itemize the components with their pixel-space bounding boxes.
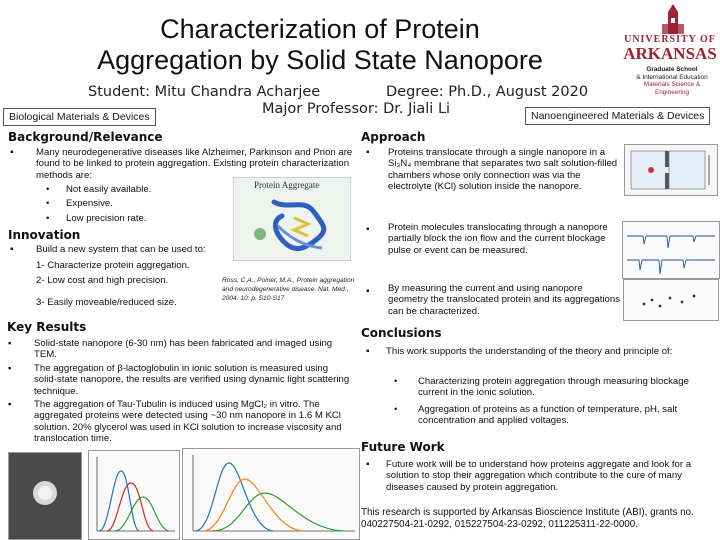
list-item: • Aggregation of proteins as a function of temperature, pH, salt concentration and applied voltages. [394, 403, 678, 427]
list-item-label: Aggregation of proteins as a function of temperature, pH, salt concentration and applied voltages. [418, 403, 678, 427]
student-name: Student: Mitu Chandra Acharjee [88, 84, 321, 100]
list-item-label: Characterizing protein aggregation through measuring blockage current in the ionic solution. [418, 376, 689, 399]
list-item: ▪ The aggregation of β-lactoglobulin in ionic solution is measured using solid-state nanopore, the results are verified using dynamic light scattering technique. [8, 362, 350, 397]
dls-curves [89, 451, 179, 539]
list-item-label: Low precision rate. [66, 212, 147, 224]
list-item: • Low precision rate. [46, 212, 147, 224]
logo-school-line1: Graduate School [646, 66, 698, 73]
event-scatter-plot [623, 279, 719, 321]
list-item-label: The aggregation of Tau-Tubulin is induced using MgCl₂ in vitro. The aggregated proteins were detected using ~30 nm nanopore in 1.6 M KCl solution. 20% glycerol was used in KCl solution to increase viscosity and translocation time. [34, 399, 342, 445]
bullet-icon: ▪ [10, 147, 14, 158]
conclusions-text: This work supports the understanding of the theory and principle of: [386, 346, 673, 357]
list-item: 1- Characterize protein aggregation. [36, 260, 190, 271]
figure-citation: Ross, C.A., Poirier, M.A., Protein aggregation and neurodegenerative disease. Nat. Med., 2004. 10: p. S10-S17 [222, 277, 355, 302]
nanopore-setup-diagram [624, 144, 718, 196]
logo-university-line1: UNIVERSITY OF [624, 34, 716, 45]
poster-title-line2: Aggregation by Solid State Nanopore [97, 45, 543, 75]
key-results-list [6, 338, 352, 445]
list-item-label: Not easily available. [66, 184, 152, 195]
poster-title [60, 14, 580, 76]
poster-title-line1: Characterization of Protein [160, 14, 480, 44]
event-scatter [624, 280, 718, 320]
approach-item-1: Proteins translocate through a single nanopore in a Si₃N₄ membrane that separates two salt solution-filled chambers whose only connection was via the electrolyte (KCl) solution inside the nanopore. [388, 147, 618, 193]
old-main-tower-icon [662, 4, 684, 34]
current-trace-plot [622, 221, 720, 279]
bullet-icon: ▪ [366, 224, 370, 235]
list-item-label: Solid-state nanopore (6-30 nm) has been fabricated and imaged using TEM. [34, 338, 333, 361]
list-item: • Characterizing protein aggregation through measuring blockage current in the ionic solution. [394, 376, 689, 399]
future-work-heading: Future Work [361, 440, 445, 454]
list-item-label: Expensive. [66, 198, 113, 210]
key-results-heading: Key Results [7, 320, 87, 334]
logo-university-line2: ARKANSAS [623, 44, 717, 63]
dls-plot [88, 450, 180, 540]
list-item: 3- Easily moveable/reduced size. [36, 296, 177, 308]
protein-structure-illustration [234, 190, 350, 260]
list-item: • Not easily available. [46, 184, 152, 195]
list-item-label: The aggregation of β-lactoglobulin in ionic solution is measured using solid-state nanopore, the results are verified using dynamic light scattering technique. [34, 362, 350, 397]
protein-aggregate-figure [233, 177, 351, 261]
program-left-label: Biological Materials & Devices [3, 108, 156, 126]
logo-school-line3: Materials Science & Engineering [643, 81, 701, 96]
bullet-icon: ▪ [366, 346, 370, 357]
conclusions-heading: Conclusions [361, 326, 442, 340]
nanopore-schematic [625, 145, 717, 195]
logo-school-line2: & International Education [636, 73, 708, 81]
innovation-text: Build a new system that can be used to: [36, 244, 206, 255]
background-heading: Background/Relevance [8, 130, 163, 144]
figure-title: Protein Aggregate [254, 180, 320, 190]
bullet-icon: ▪ [366, 286, 370, 297]
logo-school-block [630, 66, 714, 96]
list-item: 2- Low cost and high precision. [36, 275, 169, 287]
translocation-events-plot [182, 448, 360, 540]
innovation-list [36, 260, 236, 308]
tem-nanopore-image [8, 452, 82, 540]
list-item: ▪ The aggregation of Tau-Tubulin is induced using MgCl₂ in vitro. The aggregated proteins were detected using ~30 nm nanopore in 1.6 M KCl solution. 20% glycerol was used in KCl solution to increase viscosity and translocation time. [8, 399, 342, 445]
current-trace [623, 222, 719, 278]
approach-item-3: By measuring the current and using nanopore geometry the translocated protein and its aggregations can be characterized. [388, 283, 620, 317]
future-work-text: Future work will be to understand how proteins aggregate and look for a solution to stop their aggregation which contribute to the cure of many diseases caused by protein aggregation. [386, 459, 692, 493]
major-professor: Major Professor: Dr. Jiali Li [262, 101, 451, 117]
program-right-label: Nanoengineered Materials & Devices [525, 107, 710, 125]
approach-heading: Approach [361, 130, 426, 144]
innovation-heading: Innovation [8, 228, 81, 242]
bullet-icon: ▪ [366, 147, 370, 158]
tem-micrograph [9, 453, 81, 539]
university-logo [622, 4, 718, 108]
conclusions-list [394, 376, 710, 427]
list-item: ▪ Solid-state nanopore (6-30 nm) has been fabricated and imaged using TEM. [8, 338, 333, 361]
list-item: • Expensive. [46, 198, 113, 210]
degree-info: Degree: Ph.D., August 2020 [386, 84, 589, 100]
approach-item-2: Protein molecules translocating through a nanopore partially block the ion flow and the current blockage pulse or event can be measured. [388, 222, 608, 256]
event-histogram [183, 449, 359, 539]
background-text: Many neurodegenerative diseases like Alzheimer, Parkinson and Prion are found to be linked to protein aggregation. Existing protein characterization methods are: [36, 147, 353, 181]
background-subitem [46, 184, 151, 224]
bullet-icon: ▪ [366, 459, 370, 470]
funding-acknowledgement: This research is supported by Arkansas Bioscience Institute (ABI), grants no. 040227504-21-0292, 015227504-23-0292, 011225311-22-0000. [361, 507, 694, 530]
bullet-icon: ▪ [10, 244, 14, 255]
